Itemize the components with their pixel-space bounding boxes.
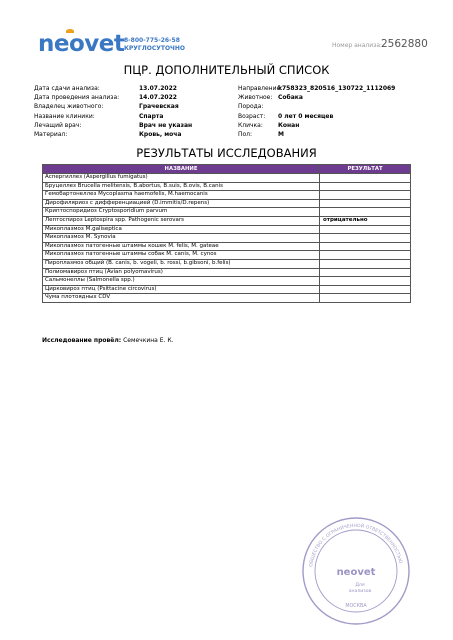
info-value: 14.07.2022 xyxy=(139,94,177,102)
info-value: Врач не указан xyxy=(139,121,193,129)
table-row xyxy=(43,174,411,183)
test-result xyxy=(320,174,411,183)
info-row xyxy=(34,93,192,102)
test-result xyxy=(320,251,411,260)
info-row xyxy=(238,130,395,139)
test-result xyxy=(320,208,411,217)
info-row xyxy=(34,84,192,93)
test-result xyxy=(320,259,411,268)
info-value: Спарта xyxy=(139,112,164,120)
info-right xyxy=(238,84,395,139)
info-row xyxy=(238,112,395,121)
test-name: Пироплазмоз общий (B. canis, b. vogeli, b. rossi, b.gibsoni, b.felis) xyxy=(43,259,320,268)
test-result xyxy=(320,191,411,200)
table-row xyxy=(43,294,411,303)
info-label: Пол: xyxy=(238,130,253,138)
signoff-label: Исследование провёл: xyxy=(42,337,122,344)
test-name: Сальмонеллы (Salmonella spp.) xyxy=(43,277,320,286)
stamp-line1: Для xyxy=(355,583,365,588)
phone-number: 8-800-775-26-58 xyxy=(124,37,180,44)
info-label: Владелец животного: xyxy=(34,103,104,111)
table-row xyxy=(43,251,411,260)
table-row xyxy=(43,216,411,225)
document-title: ПЦР. ДОПОЛНИТЕЛЬНЫЙ СПИСОК xyxy=(123,63,330,77)
table-row xyxy=(43,277,411,286)
table-row xyxy=(43,268,411,277)
info-label: Дата проведения анализа: xyxy=(34,94,120,102)
test-name: Микоплазмоз патогенные штаммы кошек M. felis, M. gateae xyxy=(43,242,320,251)
test-name: Криптоспоридиоз Cryptosporidium parvum xyxy=(43,208,320,217)
test-result xyxy=(320,268,411,277)
clinic-stamp xyxy=(300,515,412,627)
test-result xyxy=(320,234,411,243)
info-label: Лечащий врач: xyxy=(34,121,82,129)
results-table xyxy=(42,164,411,303)
info-value: 13.07.2022 xyxy=(139,85,177,92)
test-name: Микоплазмоз M.galiseptica xyxy=(43,225,320,234)
test-name: Цирковироз птиц (Psittacine circovirus) xyxy=(43,285,320,294)
info-value: Собака xyxy=(278,94,303,102)
analysis-number: 2562880 xyxy=(381,38,428,50)
table-row xyxy=(43,208,411,217)
test-name: Аспергиллез (Aspergillus fumigatus) xyxy=(43,174,320,183)
info-value: Кровь, моча xyxy=(139,130,182,138)
test-name: Гемобартонеллез Mycoplasma haemofelis, M.haemocanis xyxy=(43,191,320,200)
info-label: Дата сдачи анализа: xyxy=(34,85,100,92)
test-result xyxy=(320,225,411,234)
info-value: 0 лет 0 месяцев xyxy=(278,112,334,120)
info-label: Животное: xyxy=(238,94,273,102)
info-value: Конан xyxy=(278,121,300,129)
contact-block xyxy=(124,37,185,53)
test-result xyxy=(320,242,411,251)
info-label: Порода: xyxy=(238,103,264,111)
stamp-city: МОСКВА xyxy=(345,604,367,609)
signoff-name: Семечкина Е. К. xyxy=(123,337,174,344)
column-header-name: НАЗВАНИЕ xyxy=(43,165,320,174)
info-row xyxy=(238,102,395,111)
test-name: Микоплазмоз M. Synovia xyxy=(43,234,320,243)
info-label: Кличка: xyxy=(238,121,263,129)
test-result xyxy=(320,182,411,191)
info-value: М xyxy=(278,130,284,138)
info-left xyxy=(34,84,192,139)
info-row xyxy=(34,121,192,130)
test-name: Дирофиляриоз с дифференциацией (D.immitis/D.repens) xyxy=(43,199,320,208)
test-result xyxy=(320,277,411,286)
test-name: Чума плотоядных CDV xyxy=(43,294,320,303)
info-row xyxy=(238,93,395,102)
table-row xyxy=(43,259,411,268)
table-row xyxy=(43,182,411,191)
test-name: Лептоспироз Leptospira spp. Pathogenic serovars xyxy=(43,216,320,225)
analysis-number-label: Номер анализа: xyxy=(332,42,383,49)
test-name: Полиомавироз птиц (Avian polyomavirus) xyxy=(43,268,320,277)
test-result xyxy=(320,294,411,303)
info-label: Название клиники: xyxy=(34,112,95,120)
table-row xyxy=(43,225,411,234)
info-value: Грачевская xyxy=(139,103,179,111)
table-row xyxy=(43,191,411,200)
test-name: Бруцеллез Brucella melitensis, B.abortus, B.suis, B.ovis, B.canis xyxy=(43,182,320,191)
info-row xyxy=(238,121,395,130)
info-value: k758323_820516_130722_1112069 xyxy=(278,85,396,92)
hours-label: КРУГЛОСУТОЧНО xyxy=(124,45,186,52)
info-row xyxy=(238,84,395,93)
stamp-line2: анализов xyxy=(348,589,372,594)
table-row xyxy=(43,234,411,243)
info-row xyxy=(34,102,192,111)
stamp-brand: neovet xyxy=(336,567,376,578)
test-result xyxy=(320,285,411,294)
table-row xyxy=(43,285,411,294)
test-name: Микоплазмоз патогенные штаммы собак M. canis, M. cynos xyxy=(43,251,320,260)
test-result xyxy=(320,199,411,208)
table-row xyxy=(43,242,411,251)
results-body xyxy=(43,174,411,303)
table-row xyxy=(43,199,411,208)
test-result: отрицательно xyxy=(320,216,411,225)
stamp-ring-text: ОБЩЕСТВО С ОГРАНИЧЕННОЙ ОТВЕТСТВЕННОСТЬЮ xyxy=(309,523,403,568)
info-label: Возраст: xyxy=(238,112,266,120)
info-row xyxy=(34,130,192,139)
signoff xyxy=(42,337,174,344)
logo: neovet xyxy=(38,31,125,57)
info-label: Направление: xyxy=(238,85,283,92)
info-label: Материал: xyxy=(34,130,68,138)
column-header-result: РЕЗУЛЬТАТ xyxy=(320,165,411,174)
table-header-row xyxy=(43,165,411,174)
results-title: РЕЗУЛЬТАТЫ ИССЛЕДОВАНИЯ xyxy=(136,146,317,160)
info-row xyxy=(34,112,192,121)
